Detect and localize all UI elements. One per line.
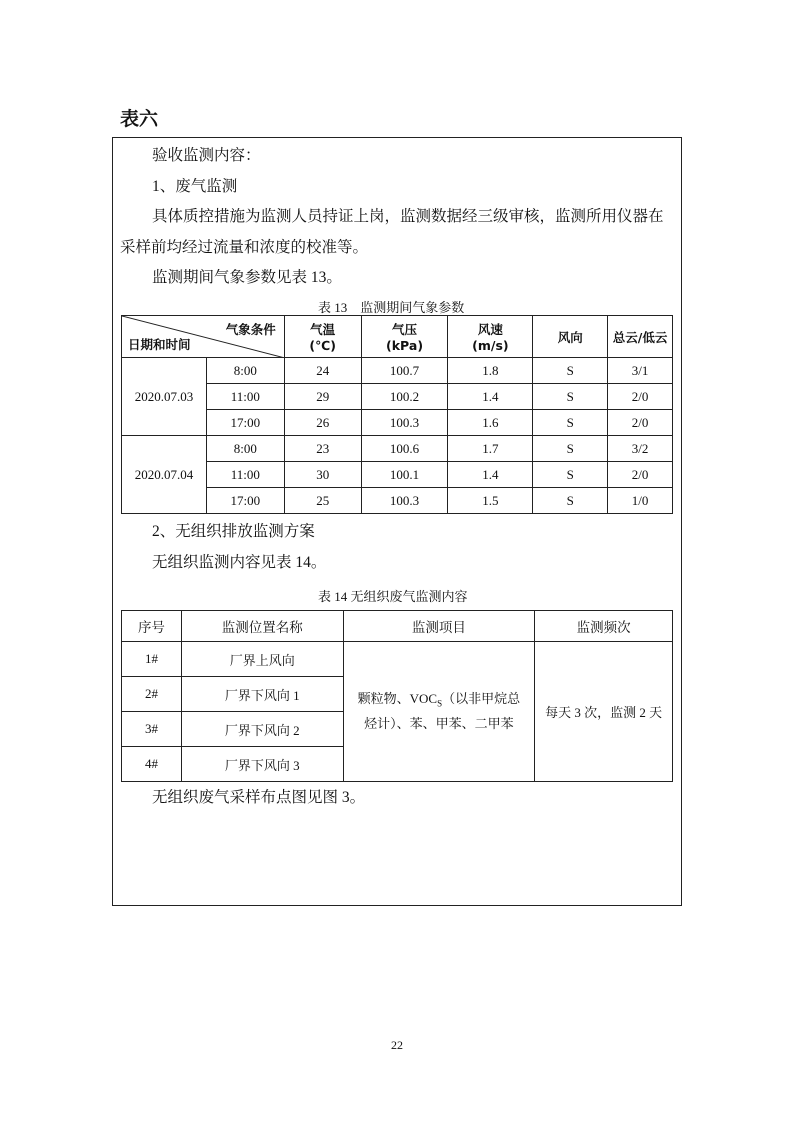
no-cell: 4# <box>122 747 182 782</box>
table14-caption: 表 14 无组织废气监测内容 <box>318 589 468 604</box>
items-line2: 烃计）、苯、甲苯、二甲苯 <box>364 715 514 731</box>
wind-speed-cell: 1.7 <box>448 436 533 462</box>
monitoring-content-table <box>121 610 673 782</box>
pressure-cell: 100.1 <box>361 462 448 488</box>
wind-speed-label: 风速 <box>477 322 503 337</box>
temp-cell: 23 <box>284 436 361 462</box>
wind-speed-cell: 1.8 <box>448 358 533 384</box>
section-title-unorganized: 2、无组织排放监测方案 <box>152 523 315 540</box>
cloud-cell: 3/2 <box>608 436 673 462</box>
time-cell: 8:00 <box>206 358 284 384</box>
temp-cell: 24 <box>284 358 361 384</box>
pressure-header <box>361 316 448 358</box>
cloud-header: 总云/低云 <box>608 316 673 358</box>
pressure-cell: 100.6 <box>361 436 448 462</box>
temp-unit: (℃) <box>309 338 336 353</box>
section-title-waste-gas: 1、废气监测 <box>152 178 238 195</box>
body-text-figure-ref: 无组织废气采样布点图见图 3。 <box>152 789 366 806</box>
items-line1-sub: S <box>437 698 443 709</box>
location-cell: 厂界下风向 3 <box>181 747 343 782</box>
body-text-table14-ref: 无组织监测内容见表 14。 <box>152 554 327 571</box>
pressure-cell: 100.2 <box>361 384 448 410</box>
time-cell: 17:00 <box>206 410 284 436</box>
no-header: 序号 <box>122 611 182 642</box>
location-cell: 厂界上风向 <box>181 642 343 677</box>
section-heading: 表六 <box>120 108 159 130</box>
wind-speed-cell: 1.4 <box>448 462 533 488</box>
wind-dir-cell: S <box>533 410 608 436</box>
pressure-unit: (kPa) <box>386 338 424 353</box>
wind-dir-cell: S <box>533 358 608 384</box>
cloud-cell: 2/0 <box>608 384 673 410</box>
body-text-table13-ref: 监测期间气象参数见表 13。 <box>152 269 342 286</box>
temp-label: 气温 <box>310 322 336 337</box>
pressure-cell: 100.3 <box>361 488 448 514</box>
items-line1-b: （以非甲烷总 <box>442 691 521 707</box>
wind-speed-cell: 1.6 <box>448 410 533 436</box>
cloud-cell: 2/0 <box>608 462 673 488</box>
date-cell: 2020.07.03 <box>122 358 207 436</box>
date-cell: 2020.07.04 <box>122 436 207 514</box>
items-header: 监测项目 <box>343 611 535 642</box>
location-cell: 厂界下风向 2 <box>181 712 343 747</box>
cloud-cell: 1/0 <box>608 488 673 514</box>
temp-header <box>284 316 361 358</box>
pressure-cell: 100.7 <box>361 358 448 384</box>
items-cell <box>343 642 535 782</box>
corner-bottom-label: 日期和时间 <box>128 337 191 352</box>
wind-speed-cell: 1.5 <box>448 488 533 514</box>
time-cell: 11:00 <box>206 384 284 410</box>
body-text-line1: 具体质控措施为监测人员持证上岗，监测数据经三级审核，监测所用仪器在 <box>152 208 664 225</box>
items-line1-a: 颗粒物、VOC <box>357 691 438 707</box>
wind-dir-header: 风向 <box>533 316 608 358</box>
wind-speed-unit: (m/s) <box>472 338 509 353</box>
weather-table <box>121 315 673 514</box>
cloud-cell: 3/1 <box>608 358 673 384</box>
frequency-cell: 每天 3 次，监测 2 天 <box>535 642 673 782</box>
pressure-label: 气压 <box>392 322 418 337</box>
location-header: 监测位置名称 <box>181 611 343 642</box>
wind-speed-cell: 1.4 <box>448 384 533 410</box>
table-row <box>122 642 673 677</box>
wind-dir-cell: S <box>533 436 608 462</box>
cloud-cell: 2/0 <box>608 410 673 436</box>
time-cell: 8:00 <box>206 436 284 462</box>
body-text-line2: 采样前均经过流量和浓度的校准等。 <box>120 239 369 256</box>
temp-cell: 26 <box>284 410 361 436</box>
no-cell: 2# <box>122 677 182 712</box>
table-row <box>122 358 673 384</box>
wind-dir-cell: S <box>533 462 608 488</box>
time-cell: 11:00 <box>206 462 284 488</box>
intro-text: 验收监测内容： <box>152 147 261 164</box>
no-cell: 3# <box>122 712 182 747</box>
no-cell: 1# <box>122 642 182 677</box>
wind-dir-cell: S <box>533 488 608 514</box>
corner-header-cell <box>122 316 285 358</box>
frequency-header: 监测频次 <box>535 611 673 642</box>
table13-header-row <box>122 316 673 358</box>
page-number: 22 <box>391 1038 403 1052</box>
temp-cell: 30 <box>284 462 361 488</box>
temp-cell: 29 <box>284 384 361 410</box>
table14-header-row <box>122 611 673 642</box>
temp-cell: 25 <box>284 488 361 514</box>
wind-dir-cell: S <box>533 384 608 410</box>
time-cell: 17:00 <box>206 488 284 514</box>
table-row <box>122 436 673 462</box>
corner-top-label: 气象条件 <box>225 322 276 337</box>
location-cell: 厂界下风向 1 <box>181 677 343 712</box>
items-line1 <box>344 689 535 714</box>
pressure-cell: 100.3 <box>361 410 448 436</box>
table13-caption: 表 13 监测期间气象参数 <box>318 300 465 315</box>
wind-speed-header <box>448 316 533 358</box>
